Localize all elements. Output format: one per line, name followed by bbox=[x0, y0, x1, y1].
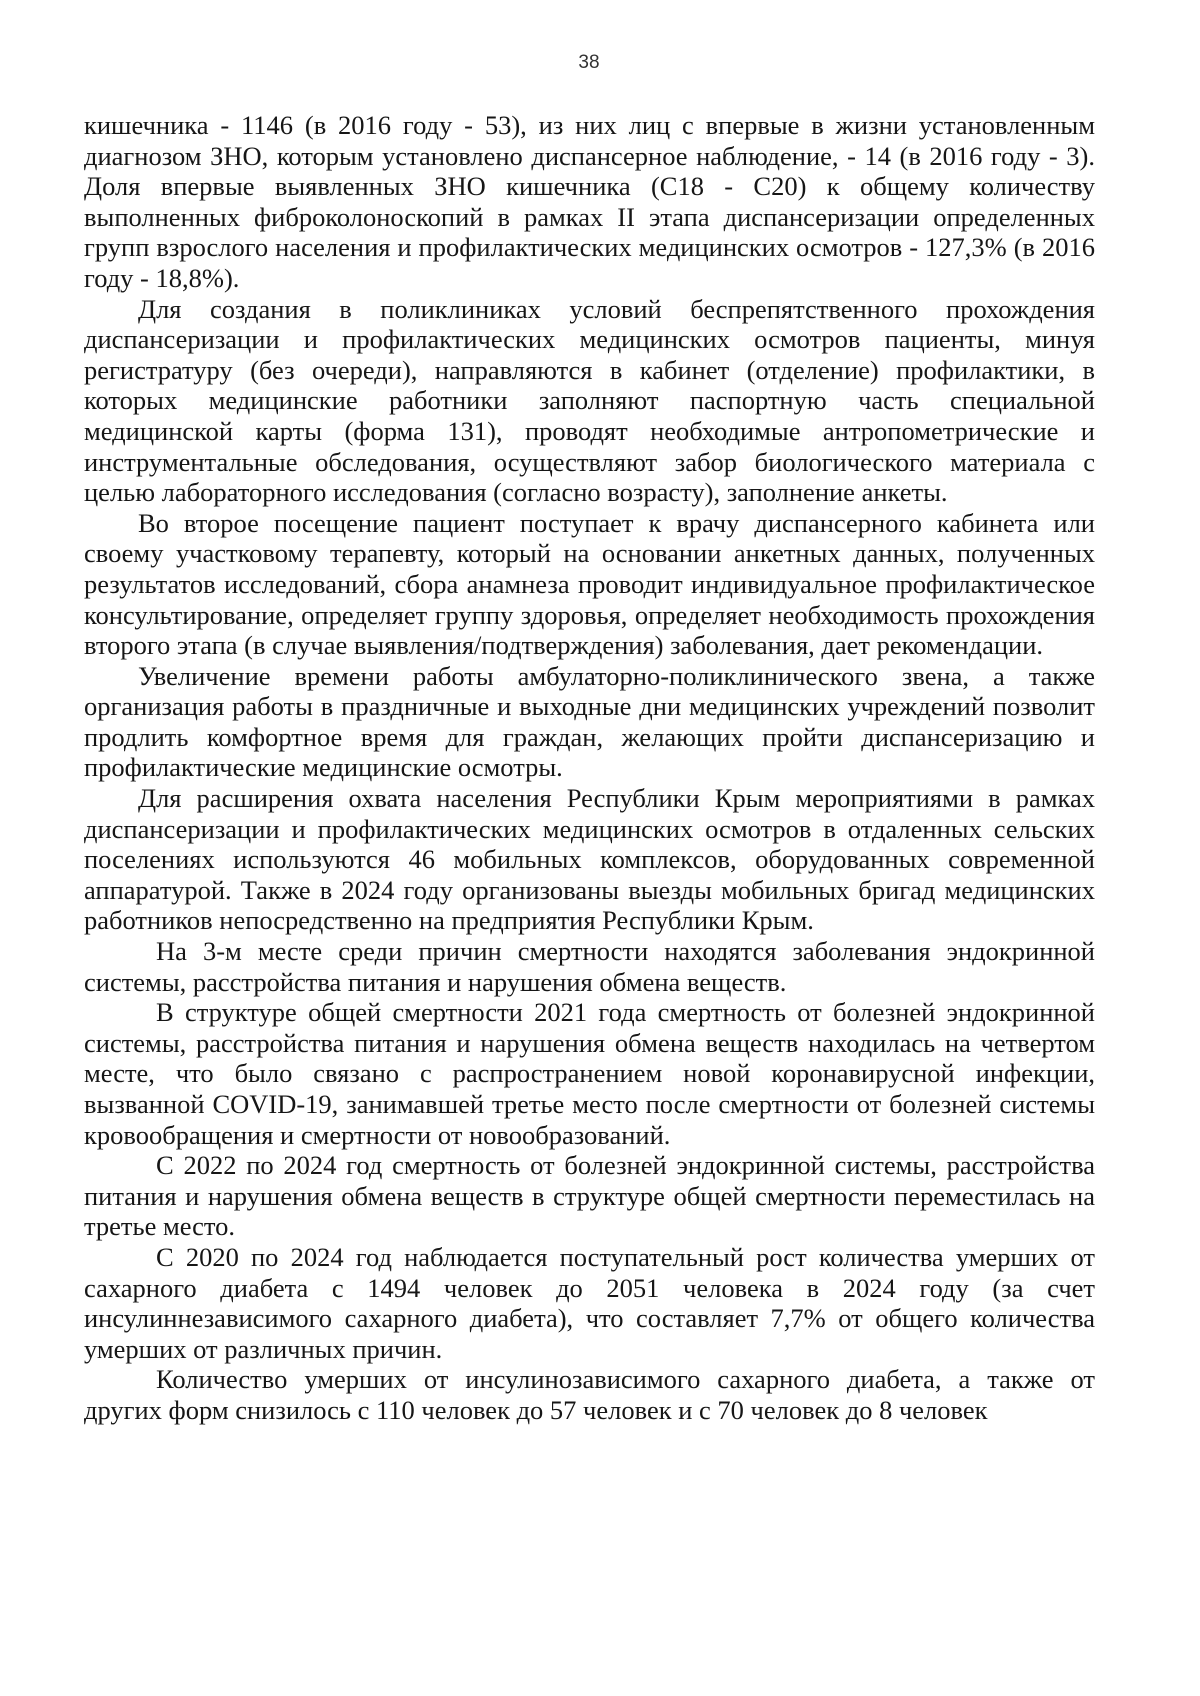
paragraph-5: Для расширения охвата населения Республики Крым мероприятиями в рамках диспансеризации и профилактических медицинских осмотров в отдаленных сельских поселениях используются 46 мобильных комплексов, оборудованных современной аппаратурой. Также в 2024 году организованы выезды мобильных бригад медицинских работников непосредственно на предприятия Республики Крым. bbox=[84, 783, 1095, 936]
paragraph-6: На 3-м месте среди причин смертности находятся заболевания эндокринной системы, расстройства питания и нарушения обмена веществ. bbox=[84, 936, 1095, 997]
paragraph-3: Во второе посещение пациент поступает к врачу диспансерного кабинета или своему участковому терапевту, который на основании анкетных данных, полученных результатов исследований, сбора анамнеза проводит индивидуальное профилактическое консультирование, определяет группу здоровья, определяет необходимость прохождения второго этапа (в случае выявления/подтверждения) заболевания, дает рекомендации. bbox=[84, 507, 1095, 661]
paragraph-9: С 2020 по 2024 год наблюдается поступательный рост количества умерших от сахарного диабета с 1494 человек до 2051 человека в 2024 году (за счет инсулиннезависимого сахарного диабета), что составляет 7,7% от общего количества умерших от различных причин. bbox=[84, 1241, 1095, 1364]
paragraph-2: Для создания в поликлиниках условий беспрепятственного прохождения диспансеризации и профилактических медицинских осмотров пациенты, минуя регистратуру (без очереди), направляются в кабинет (отделение) профилактики, в которых медицинские работники заполняют паспортную часть специальной медицинской карты (форма 131), проводят необходимые антропометрические и инструментальные обследования, осуществляют забор биологического материала с целью лабораторного исследования (согласно возрасту), заполнение анкеты. bbox=[84, 293, 1095, 508]
document-body bbox=[84, 110, 1095, 1426]
paragraph-10: Количество умерших от инсулинозависимого сахарного диабета, а также от других форм снизилось с 110 человек до 57 человек и с 70 человек до 8 человек bbox=[84, 1364, 1095, 1425]
paragraph-4: Увеличение времени работы амбулаторно-поликлинического звена, а также организация работы в праздничные и выходные дни медицинских учреждений позволит продлить комфортное время для граждан, желающих пройти диспансеризацию и профилактические медицинские осмотры. bbox=[84, 660, 1095, 783]
paragraph-1: кишечника - 1146 (в 2016 году - 53), из них лиц с впервые в жизни установленным диагнозом ЗНО, которым установлено диспансерное наблюдение, - 14 (в 2016 году - 3). Доля впервые выявленных ЗНО кишечника (С18 - С20) к общему количеству выполненных фиброколоноскопий в рамках II этапа диспансеризации определенных групп взрослого населения и профилактических медицинских осмотров - 127,3% (в 2016 году - 18,8%). bbox=[84, 110, 1095, 293]
paragraph-7: В структуре общей смертности 2021 года смертность от болезней эндокринной системы, расстройства питания и нарушения обмена веществ находилась на четвертом месте, что было связано с распространением новой коронавирусной инфекции, вызванной COVID-19, занимавшей третье место после смертности от болезней системы кровообращения и смертности от новообразований. bbox=[84, 997, 1095, 1150]
paragraph-8: С 2022 по 2024 год смертность от болезней эндокринной системы, расстройства питания и нарушения обмена веществ в структуре общей смертности переместилась на третье место. bbox=[84, 1150, 1095, 1242]
page-number: 38 bbox=[578, 52, 600, 73]
